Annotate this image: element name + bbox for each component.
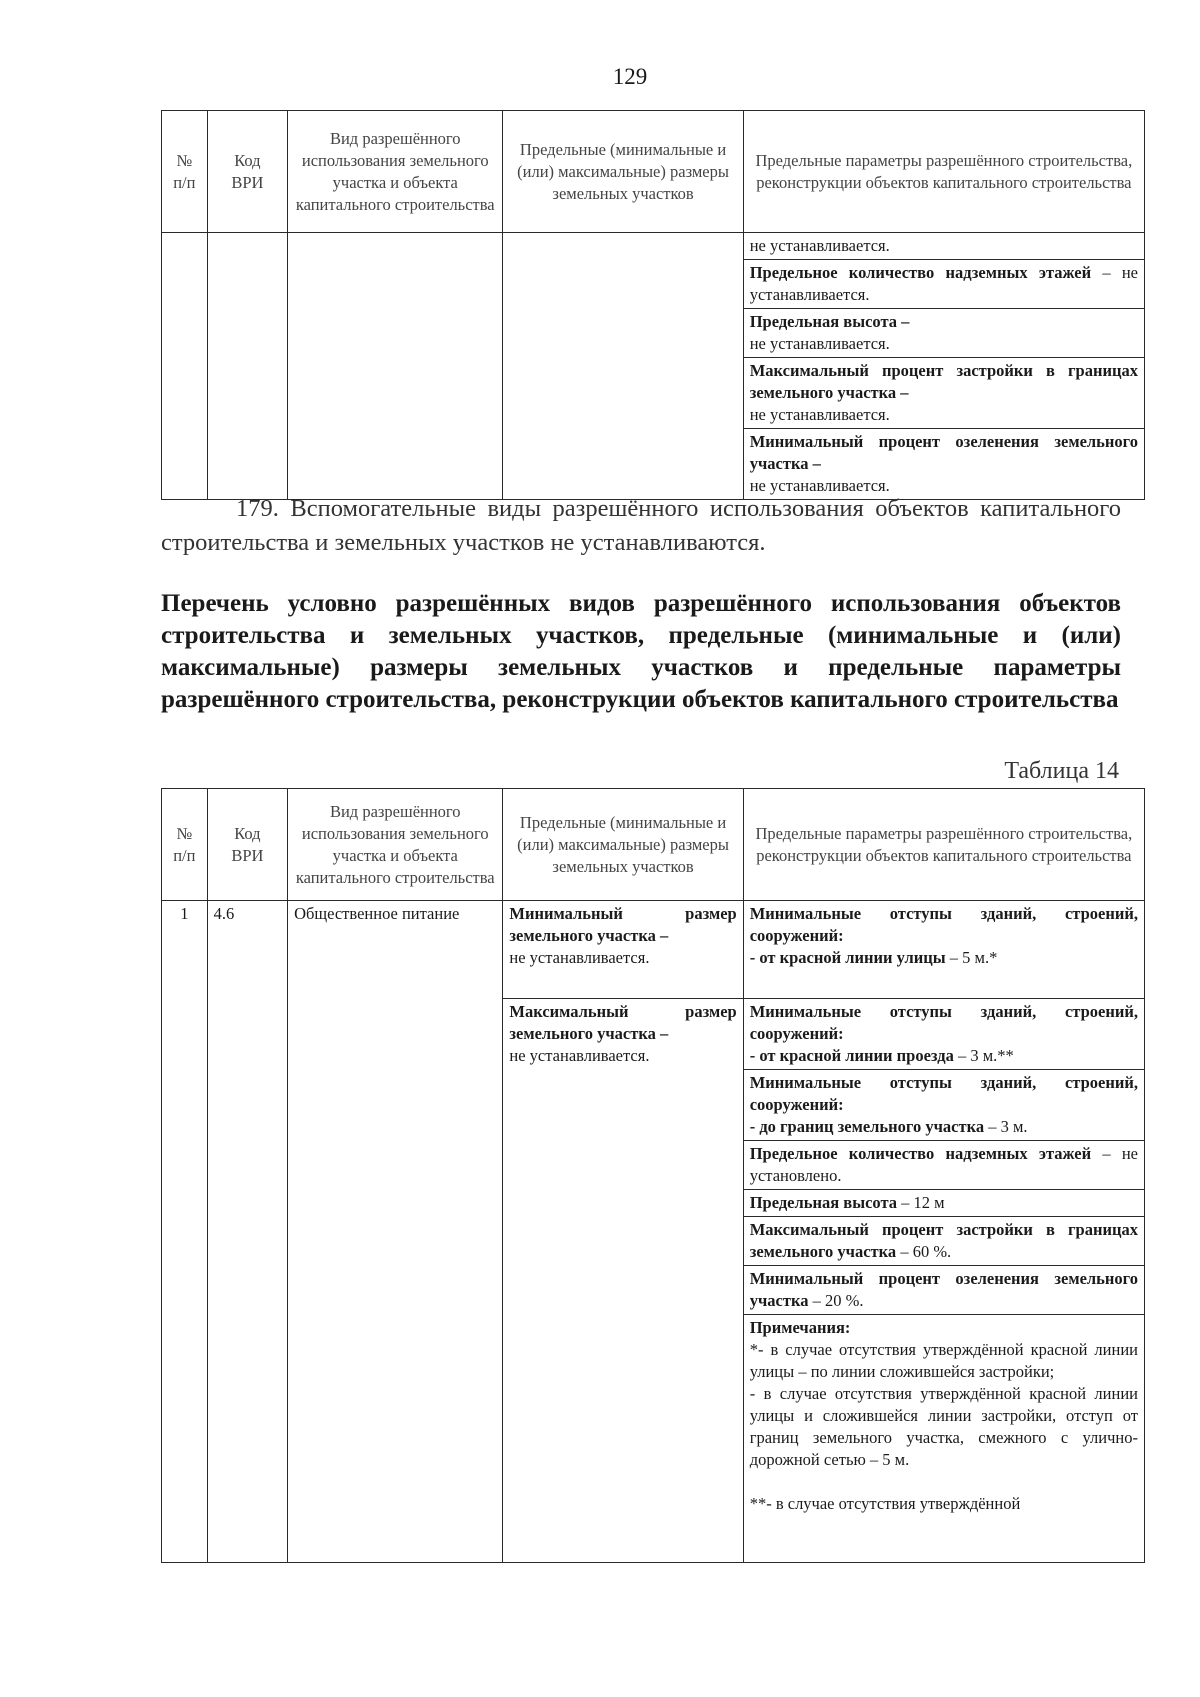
continuation-table	[161, 110, 1145, 500]
use-type: Общественное питание	[288, 901, 503, 1563]
header-params: Предельные параметры разрешённого строительства, реконструкции объектов капитального строительства	[743, 111, 1144, 233]
note-3: **- в случае отсутствия утверждённой	[749, 1494, 1021, 1513]
page-number: 129	[612, 64, 648, 89]
param-cell	[743, 999, 1144, 1070]
param-value: – 3 м.**	[953, 1046, 1014, 1065]
param-title: Предельное количество надземных этажей	[749, 1144, 1092, 1163]
cell-size-empty	[503, 233, 743, 500]
param-title: Минимальные отступы зданий, строений, сооружений:	[749, 1073, 1138, 1114]
param-value: – не установлено.	[749, 1144, 1138, 1185]
max-size-title: Максимальный размер земельного участка –	[509, 1002, 737, 1043]
param-value: – 3 м.	[984, 1117, 1028, 1136]
max-size-value: не устанавливается.	[509, 1046, 650, 1065]
param-title: Предельная высота	[749, 1193, 898, 1212]
param-title: Минимальный процент озеленения земельного участка –	[749, 432, 1138, 473]
param-title: Минимальные отступы зданий, строений, сооружений:	[749, 904, 1138, 945]
param-cell	[743, 429, 1144, 500]
param-cell	[743, 1141, 1144, 1190]
param-title: Максимальный процент застройки в границах земельного участка	[749, 1220, 1138, 1261]
table-label: Таблица 14	[1004, 758, 1119, 784]
min-size-cell	[503, 901, 743, 999]
param-line: - до границ земельного участка	[749, 1117, 985, 1136]
param-cell	[743, 901, 1144, 999]
cell-use-empty	[288, 233, 503, 500]
param-cell	[743, 309, 1144, 358]
header-size-limits: Предельные (минимальные и (или) максимальные) размеры земельных участков	[503, 111, 743, 233]
param-value: – 5 м.*	[945, 948, 998, 967]
param-value: – не устанавливается.	[749, 263, 1138, 304]
header-code: Код ВРИ	[207, 111, 287, 233]
cell-code-empty	[207, 233, 287, 500]
param-value: не устанавливается.	[749, 476, 890, 495]
header-use-type: Вид разрешённого использования земельного участка и объекта капитального строительства	[288, 789, 503, 901]
param-cell	[743, 1217, 1144, 1266]
header-params: Предельные параметры разрешённого строительства, реконструкции объектов капитального строительства	[743, 789, 1144, 901]
max-size-cell	[503, 999, 743, 1563]
param-value: не устанавливается.	[749, 334, 890, 353]
header-num: № п/п	[162, 111, 208, 233]
vri-code: 4.6	[207, 901, 287, 1563]
param-value: – 20 %.	[808, 1291, 864, 1310]
notes-title: Примечания:	[749, 1318, 851, 1337]
param-title: Предельное количество надземных этажей	[749, 263, 1092, 282]
param-value: – 12 м	[897, 1193, 945, 1212]
min-size-title: Минимальный размер земельного участка –	[509, 904, 737, 945]
header-code: Код ВРИ	[207, 789, 287, 901]
section-heading: Перечень условно разрешённых видов разрешённого использования объектов строительства и земельных участков, предельные (минимальные и (или) максимальные) размеры земельных участков и предельные параметры разрешённого строительства, реконструкции объектов капитального строительства	[161, 590, 1121, 713]
note-2: - в случае отсутствия утверждённой красной линии улицы и сложившейся линии застройки, отступ от границ земельного участка, смежного с улично-дорожной сетью – 5 м.	[749, 1384, 1138, 1469]
header-size-limits: Предельные (минимальные и (или) максимальные) размеры земельных участков	[503, 789, 743, 901]
param-title: Максимальный процент застройки в границах земельного участка –	[749, 361, 1138, 402]
row-number: 1	[162, 901, 208, 1563]
param-value: не устанавливается.	[749, 405, 890, 424]
header-num: № п/п	[162, 789, 208, 901]
param-cell	[743, 1190, 1144, 1217]
cell-num-empty	[162, 233, 208, 500]
paragraph-179: 179. Вспомогательные виды разрешённого использования объектов капитального строительства и земельных участков не устанавливаются.	[161, 495, 1121, 556]
param-value: – 60 %.	[896, 1242, 952, 1261]
param-cell	[743, 233, 1144, 260]
min-size-value: не устанавливается.	[509, 948, 650, 967]
param-title: Минимальные отступы зданий, строений, сооружений:	[749, 1002, 1138, 1043]
param-cell	[743, 358, 1144, 429]
param-line: - от красной линии улицы	[749, 948, 946, 967]
param-title: Предельная высота –	[749, 312, 910, 331]
param-cell	[743, 1266, 1144, 1315]
param-text: не устанавливается.	[749, 236, 890, 255]
param-line: - от красной линии проезда	[749, 1046, 954, 1065]
param-cell	[743, 260, 1144, 309]
param-cell	[743, 1070, 1144, 1141]
param-title: Минимальный процент озеленения земельного участка	[749, 1269, 1138, 1310]
notes-cell	[743, 1315, 1144, 1563]
note-1: *- в случае отсутствия утверждённой красной линии улицы – по линии сложившейся застройки;	[749, 1340, 1138, 1381]
header-use-type: Вид разрешённого использования земельного участка и объекта капитального строительства	[288, 111, 503, 233]
table-14	[161, 788, 1145, 1563]
